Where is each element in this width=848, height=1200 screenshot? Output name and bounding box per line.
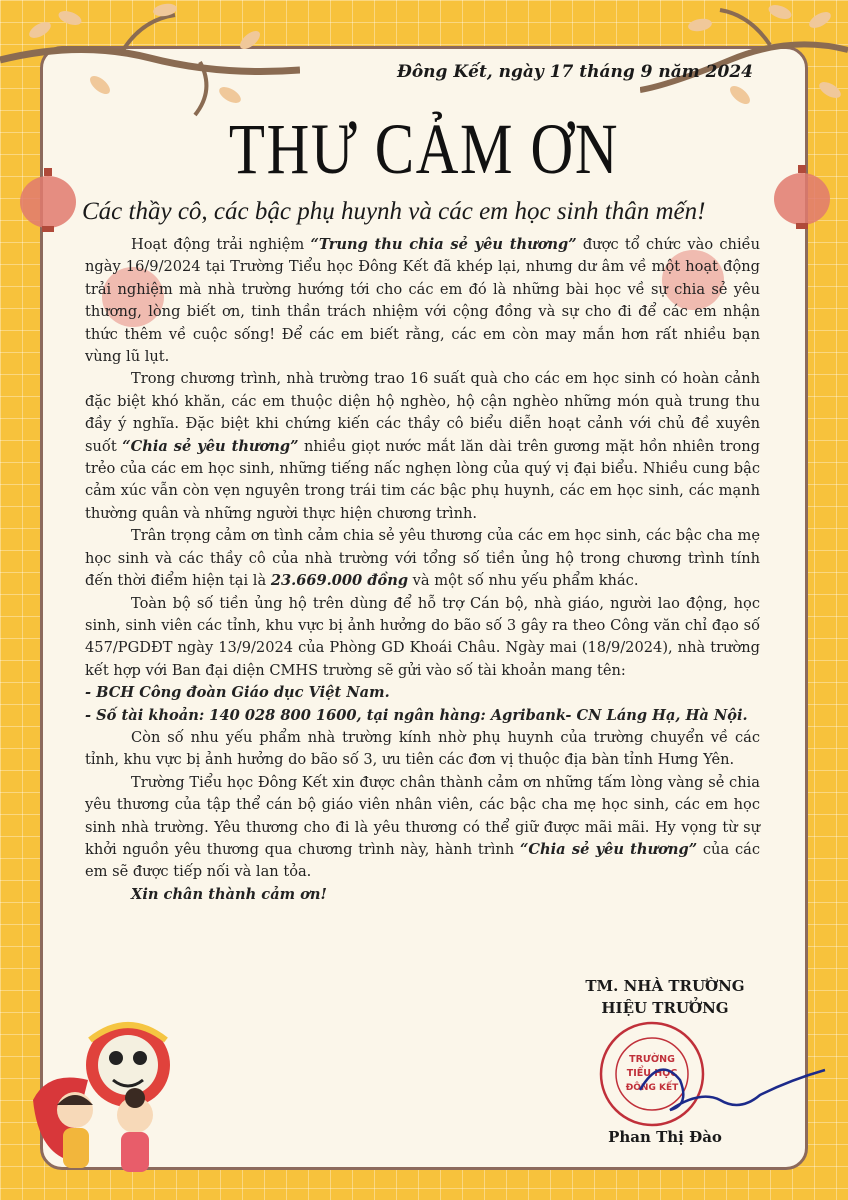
lantern-icon — [772, 165, 832, 235]
paragraph-4: Toàn bộ số tiền ủng hộ trên dùng để hỗ trợ Cán bộ, nhà giáo, người lao động, học sinh, sinh viên các tỉnh, khu vực bị ảnh hưởng do bão số 3 gây ra theo Công văn chỉ đạo số 457/PGDĐT ngày 13/9/2024 của Phòng GD Khoái Châu. Ngày mai (18/9/2024), nhà trường kết hợp với Ban đại diện CMHS trường sẽ gửi vào số tài khoản mang tên: — [85, 594, 760, 679]
children-icon — [45, 1080, 175, 1190]
bank-account-name: - BCH Công đoàn Giáo dục Việt Nam. — [85, 684, 390, 702]
paragraph-2: Trong chương trình, nhà trường trao 16 suất quà cho các em học sinh có hoàn cảnh đặc biệt khó khăn, các em thuộc diện hộ nghèo, hộ cận nghèo những món quà trung thu đầy ý nghĩa. Đặc biệt khi chứng kiến các thầy cô biểu diễn hoạt cảnh với chủ đề xuyên suốt “Chia sẻ yêu thương” nhiều giọt nước mắt lăn dài trên gương mặt hồn nhiên trong trẻo của các em học sinh, những tiếng nấc nghẹn lòng của quý vị đại biểu. Nhiều cung bậc cảm xúc vẫn còn vẹn nguyên trong trái tim các bậc phụ huynh, các em học sinh, các mạnh thường quân và những người thực hiện chương trình. — [85, 370, 760, 522]
closing-line: Xin chân thành cảm ơn! — [131, 885, 327, 903]
branch-icon — [640, 0, 848, 120]
paragraph-3: Trân trọng cảm ơn tình cảm chia sẻ yêu thương của các em học sinh, các bậc cha mẹ học sinh và các thầy cô của nhà trường với tổng số tiền ủng hộ trong chương trình tính đến thời điểm hiện tại là 23.669.000 đồng và một số nhu yếu phẩm khác. — [85, 527, 760, 590]
stamp-line-2: TIỂU HỌC — [626, 1068, 678, 1079]
letter-date: Đông Kết, ngày 17 tháng 9 năm 2024 — [396, 62, 753, 82]
branch-icon — [0, 0, 300, 120]
greeting: Các thầy cô, các bậc phụ huynh và các em học sinh thân mến! — [82, 198, 706, 225]
letter-title: THƯ CẢM ƠN — [228, 109, 620, 189]
letter-body — [85, 234, 760, 906]
stamp-line-1: TRƯỜNG — [629, 1054, 675, 1065]
paragraph-6: Trường Tiểu học Đông Kết xin được chân thành cảm ơn những tấm lòng vàng sẻ chia yêu thương của tập thể cán bộ giáo viên nhân viên, các bậc cha mẹ học sinh, các em học sinh nhà trường. Yêu thương cho đi là yêu thương có thể giữ được mãi mãi. Hy vọng từ sự khởi nguồn yêu thương qua chương trình này, hành trình “Chia sẻ yêu thương” của các em sẽ được tiếp nối và lan tỏa. — [85, 773, 760, 881]
sign-org: TM. NHÀ TRƯỜNG — [585, 977, 745, 995]
sign-role: HIỆU TRƯỞNG — [601, 999, 729, 1017]
stamp-line-3: ĐÔNG KẾT — [625, 1083, 679, 1093]
signature-block — [560, 975, 770, 1019]
signer-name: Phan Thị Đào — [608, 1128, 722, 1146]
handwritten-signature — [630, 1050, 830, 1120]
lantern-icon — [18, 168, 78, 238]
bank-account-number: - Số tài khoản: 140 028 800 1600, tại ngân hàng: Agribank- CN Láng Hạ, Hà Nội. — [85, 706, 748, 724]
paragraph-5: Còn số nhu yếu phẩm nhà trường kính nhờ phụ huynh của trường chuyển về các tỉnh, khu vực bị ảnh hưởng do bão số 3, ưu tiên các đơn vị thuộc địa bàn tỉnh Hưng Yên. — [85, 728, 760, 769]
paragraph-1: Hoạt động trải nghiệm “Trung thu chia sẻ yêu thương” được tổ chức vào chiều ngày 16/9/2024 tại Trường Tiểu học Đông Kết đã khép lại, nhưng dư âm về một hoạt động trải nghiệm mà nhà trường hướng tới cho các em đó là những bài học về sự chia sẻ yêu thương, lòng biết ơn, tinh thần trách nhiệm với cộng đồng và sự cho đi để các em nhận thức thêm về cuộc sống! Để các em biết rằng, các em còn may mắn hơn rất nhiều bạn vùng lũ lụt. — [85, 236, 761, 366]
